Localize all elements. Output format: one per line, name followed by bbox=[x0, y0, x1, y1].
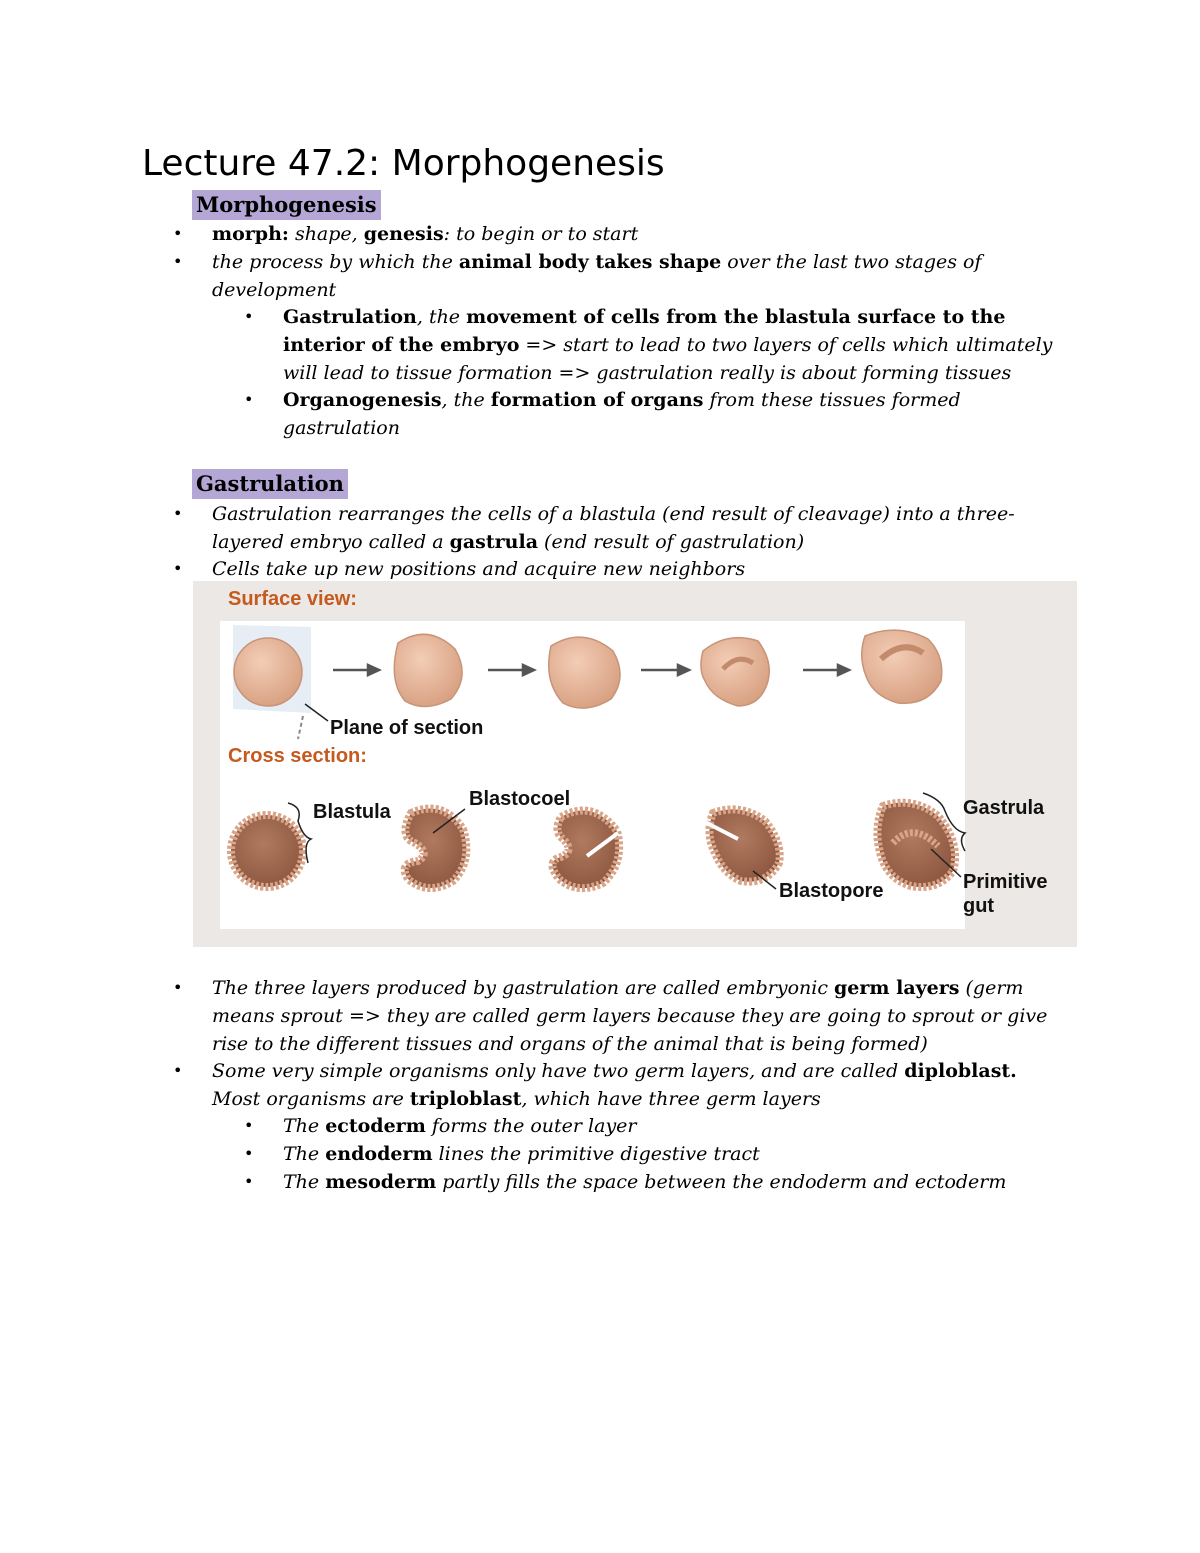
organogenesis-definition: Organogenesis, the formation of organs from these tissues formed gastrulation bbox=[283, 389, 961, 439]
page-title: Lecture 47.2: Morphogenesis bbox=[142, 143, 665, 184]
mesoderm-text: The mesoderm partly fills the space between the endoderm and ectoderm bbox=[283, 1171, 1007, 1193]
gastrula-label: Gastrula bbox=[963, 797, 1045, 819]
morph-definition: morph: shape, genesis: to begin or to start bbox=[212, 223, 639, 245]
blastopore-label: Blastopore bbox=[779, 880, 884, 902]
gastrulation-definition: Gastrulation, the movement of cells from the blastula surface to the interior of the embryo => start to lead to two layers of cells which ultimately will lead to tissue formation => gastrulation really is about forming tissues bbox=[283, 306, 1053, 384]
gastrulation-rearranges: Gastrulation rearranges the cells of a blastula (end result of cleavage) into a three- layered embryo called a gastrula (end result of gastrulation) bbox=[212, 503, 1015, 553]
cells-new-positions: Cells take up new positions and acquire new neighbors bbox=[212, 558, 746, 580]
process-definition: the process by which the animal body takes shape over the last two stages of development bbox=[212, 251, 982, 301]
gut-label: gut bbox=[963, 895, 995, 917]
section-heading-morphogenesis: Morphogenesis bbox=[192, 190, 381, 220]
cross-blastula bbox=[231, 815, 303, 887]
diploblast-triploblast-text: Some very simple organisms only have two germ layers, and are called diploblast. Most organisms are triploblast, which have three germ layers bbox=[212, 1060, 1017, 1110]
bullet-icon: • bbox=[244, 1172, 254, 1191]
blastocoel-label: Blastocoel bbox=[469, 788, 571, 810]
blastula-label: Blastula bbox=[313, 801, 391, 823]
bullet-icon: • bbox=[173, 224, 183, 243]
bullet-icon: • bbox=[173, 1061, 183, 1080]
surface-embryo-3 bbox=[549, 637, 620, 708]
bullet-icon: • bbox=[244, 390, 254, 409]
bullet-icon: • bbox=[173, 978, 183, 997]
primitive-label: Primitive bbox=[963, 871, 1048, 893]
surface-view-label: Surface view: bbox=[228, 588, 357, 610]
plane-of-section-label: Plane of section bbox=[330, 717, 484, 739]
bullet-icon: • bbox=[173, 252, 183, 271]
section-heading-gastrulation: Gastrulation bbox=[192, 469, 348, 499]
ectoderm-text: The ectoderm forms the outer layer bbox=[283, 1115, 637, 1137]
gastrulation-figure bbox=[193, 581, 1077, 947]
germ-layers-text: The three layers produced by gastrulation are called embryonic germ layers (germ means sprout => they are called germ layers because they are going to sprout or give rise to the different tissues and organs of the animal that is being formed) bbox=[212, 977, 1048, 1055]
bullet-icon: • bbox=[173, 504, 183, 523]
endoderm-text: The endoderm lines the primitive digestive tract bbox=[283, 1143, 760, 1165]
bullet-icon: • bbox=[173, 559, 183, 578]
bullet-icon: • bbox=[244, 1144, 254, 1163]
bullet-icon: • bbox=[244, 307, 254, 326]
bullet-icon: • bbox=[244, 1116, 254, 1135]
surface-embryo-1 bbox=[234, 638, 302, 706]
cross-section-label: Cross section: bbox=[228, 745, 367, 767]
